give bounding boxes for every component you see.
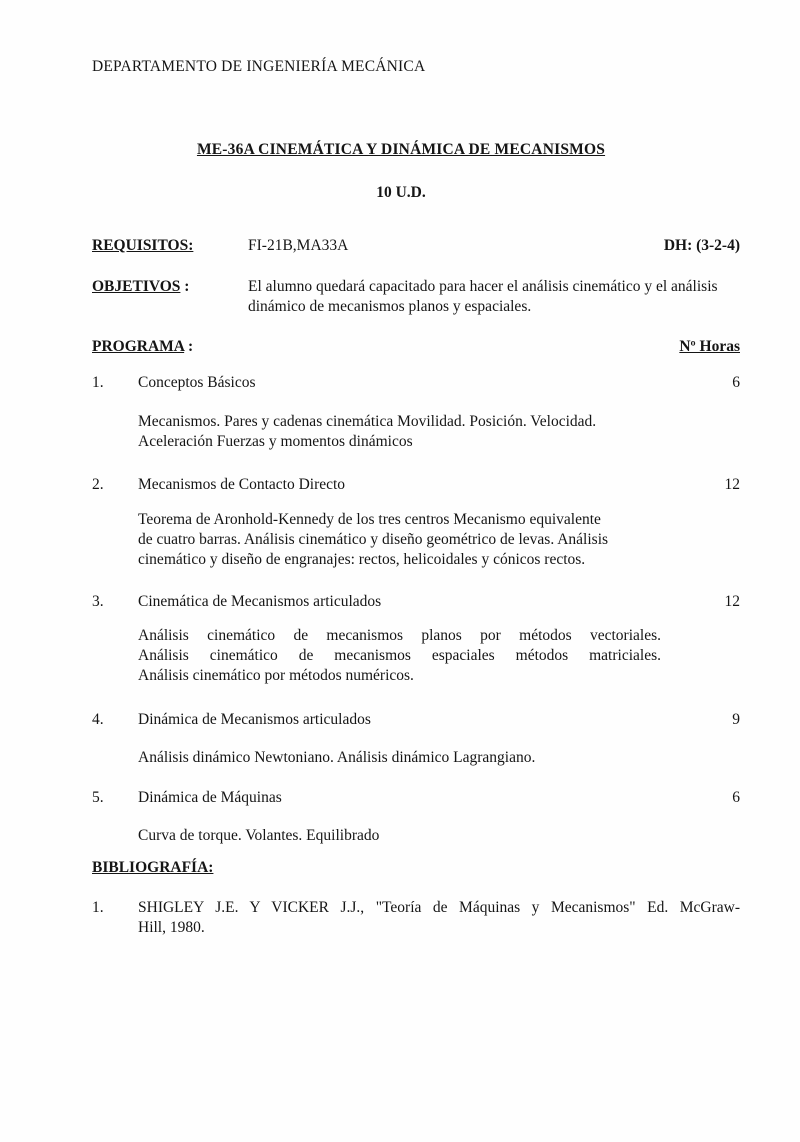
- entry-text: [138, 898, 740, 938]
- item-number: 5.: [92, 789, 104, 806]
- item-description-3: [138, 626, 661, 686]
- item-description-5: [138, 826, 678, 846]
- description-line: cinemático y diseño de engranajes: rectos, helicoidales y cónicos rectos.: [138, 551, 586, 568]
- item-number: 1.: [92, 374, 104, 391]
- objetivos-label: OBJETIVOS: [92, 278, 181, 295]
- item-description-4: [138, 748, 678, 768]
- item-description-2: [138, 510, 678, 570]
- program-item-2: [92, 475, 740, 495]
- description-line: Análisis cinemático por métodos numéricos.: [138, 667, 414, 684]
- requisitos-label-cell: [92, 236, 248, 256]
- objetivos-text: El alumno quedará capacitado para hacer el análisis cinemático y el análisis dinámico de mecanismos planos y espaciales.: [248, 278, 718, 315]
- item-number: 3.: [92, 593, 104, 610]
- program-item-1: [92, 373, 740, 393]
- item-title: Cinemática de Mecanismos articulados: [138, 593, 382, 610]
- title-block: [62, 140, 740, 203]
- item-number: 4.: [92, 711, 104, 728]
- horas-header: Nº Horas: [679, 338, 740, 355]
- objetivos-row: [92, 277, 740, 317]
- bibliografia-header: [92, 858, 740, 878]
- requisitos-row: [92, 236, 740, 256]
- description-line: Aceleración Fuerzas y momentos dinámicos: [138, 433, 413, 450]
- programa-label: PROGRAMA: [92, 338, 185, 355]
- bibliography-entry: [92, 898, 740, 938]
- item-hours: 9: [732, 711, 740, 728]
- objetivos-label-cell: [92, 277, 248, 297]
- description-line: de cuatro barras. Análisis cinemático y diseño geométrico de levas. Análisis: [138, 531, 609, 548]
- entry-line: SHIGLEY J.E. Y VICKER J.J., "Teoría de Máquinas y Mecanismos" Ed. McGraw-: [138, 899, 740, 916]
- description-line: Teorema de Aronhold-Kennedy de los tres centros Mecanismo equivalente: [138, 511, 601, 528]
- requisitos-label: REQUISITOS:: [92, 237, 194, 254]
- entry-line: Hill, 1980.: [138, 919, 205, 936]
- item-title: Mecanismos de Contacto Directo: [138, 476, 346, 493]
- programa-colon: :: [184, 338, 194, 355]
- description-line: Análisis dinámico Newtoniano. Análisis dinámico Lagrangiano.: [138, 749, 536, 766]
- item-title: Dinámica de Máquinas: [138, 789, 282, 806]
- department-header: DEPARTAMENTO DE INGENIERÍA MECÁNICA: [92, 58, 426, 75]
- bibliografia-label: BIBLIOGRAFÍA:: [92, 859, 214, 876]
- description-line: Curva de torque. Volantes. Equilibrado: [138, 827, 380, 844]
- description-line: Análisis cinemático de mecanismos espaciales métodos matriciales.: [138, 647, 661, 664]
- item-hours: 12: [724, 593, 740, 610]
- program-item-4: [92, 710, 740, 730]
- description-line: Mecanismos. Pares y cadenas cinemática Movilidad. Posición. Velocidad.: [138, 413, 597, 430]
- programa-header-row: [92, 337, 740, 357]
- program-item-5: [92, 788, 740, 808]
- item-hours: 6: [732, 374, 740, 391]
- item-title: Dinámica de Mecanismos articulados: [138, 711, 371, 728]
- description-line: Análisis cinemático de mecanismos planos por métodos vectoriales.: [138, 627, 661, 644]
- item-hours: 12: [724, 476, 740, 493]
- item-hours: 6: [732, 789, 740, 806]
- dh-value: DH: (3-2-4): [663, 237, 740, 254]
- requisitos-value: FI-21B,MA33A: [248, 237, 349, 254]
- entry-number: 1.: [92, 899, 104, 916]
- item-number: 2.: [92, 476, 104, 493]
- course-units: 10 U.D.: [376, 184, 426, 201]
- item-title: Conceptos Básicos: [138, 374, 256, 391]
- objetivos-colon: :: [180, 278, 190, 295]
- program-item-3: [92, 592, 740, 612]
- programa-label-cell: [92, 337, 193, 357]
- item-description-1: [138, 412, 678, 452]
- course-title: ME-36A CINEMÁTICA Y DINÁMICA DE MECANISMOS: [196, 141, 606, 158]
